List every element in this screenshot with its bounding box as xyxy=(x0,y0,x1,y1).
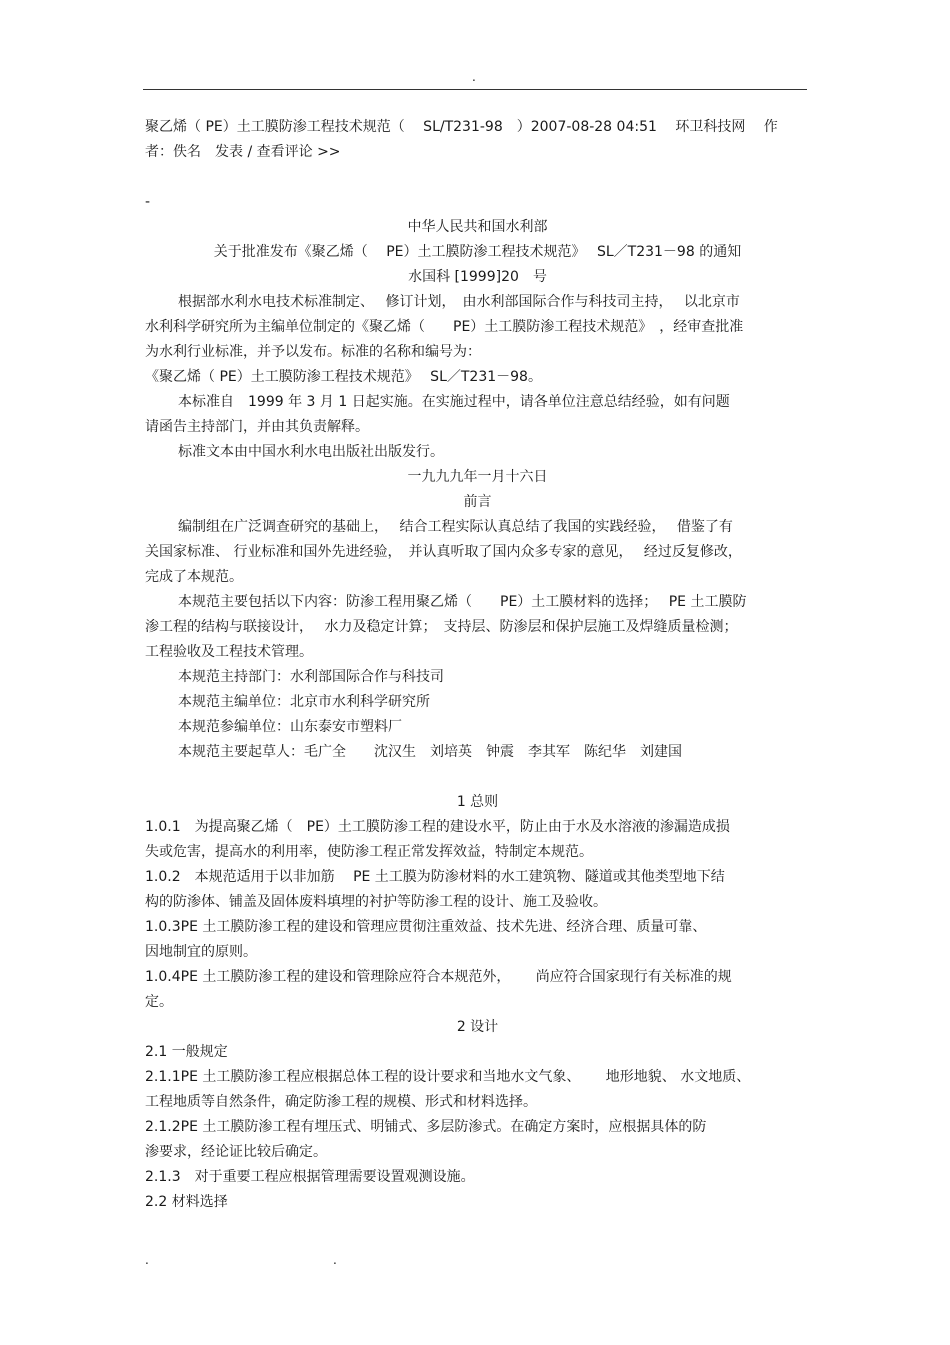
preface-paragraph-line: 关国家标准、 行业标准和国外先进经验， 并认真听取了国内众多专家的意见， 经过反复修改， xyxy=(145,544,742,560)
notice-title: 关于批准发布《聚乙烯（ PE）土工膜防渗工程技术规范》 SL／T231－98 的通知 xyxy=(213,244,742,260)
article-title-line-2: 者：佚名 发表 / 查看评论 >> xyxy=(145,144,341,160)
chapter-2-line: 渗要求，经论证比较后确定。 xyxy=(145,1144,327,1160)
preface-paragraph-line: 工程验收及工程技术管理。 xyxy=(145,644,313,660)
chapter-2-line: 2.2 材料选择 xyxy=(145,1194,228,1210)
notice-paragraph-line: 《聚乙烯（ PE）土工膜防渗工程技术规范》 SL／T231－98。 xyxy=(145,369,542,385)
notice-paragraph-line: 为水利行业标准，并予以发布。标准的名称和编号为： xyxy=(145,344,481,360)
preface-org-co: 本规范参编单位：山东泰安市塑料厂 xyxy=(178,719,402,735)
notice-paragraph-line: 水利科学研究所为主编单位制定的《聚乙烯（ PE）土工膜防渗工程技术规范》 ，经审查批准 xyxy=(145,319,744,335)
chapter-2-line: 工程地质等自然条件，确定防渗工程的规模、形式和材料选择。 xyxy=(145,1094,537,1110)
preface-org-chief: 本规范主编单位：北京市水利科学研究所 xyxy=(178,694,430,710)
article-title-line-1: 聚乙烯（ PE）土工膜防渗工程技术规范（ SL/T231-98 ）2007-08-28 04:51 环卫科技网 作 xyxy=(145,119,778,135)
notice-org: 中华人民共和国水利部 xyxy=(407,219,548,235)
notice-date: 一九九九年一月十六日 xyxy=(407,469,548,485)
notice-paragraph-line: 本标准自 1999 年 3 月 1 日起实施。在实施过程中，请各单位注意总结经验，如有问题 xyxy=(178,394,730,410)
chapter-1-line: 1.0.4PE 土工膜防渗工程的建设和管理除应符合本规范外， 尚应符合国家现行有关标准的规 xyxy=(145,969,732,985)
footer-dot-left: . xyxy=(145,1253,149,1267)
footer-dot-right: . xyxy=(333,1253,337,1267)
header-rule xyxy=(143,89,807,90)
chapter-1-title: 1 总则 xyxy=(456,794,499,810)
chapter-1-line: 定。 xyxy=(145,994,173,1010)
chapter-2-title: 2 设计 xyxy=(456,1019,499,1035)
chapter-1-line: 1.0.1 为提高聚乙烯（ PE）土工膜防渗工程的建设水平，防止由于水及水溶液的渗漏造成损 xyxy=(145,819,730,835)
notice-paragraph-line: 标准文本由中国水利水电出版社出版发行。 xyxy=(178,444,444,460)
chapter-1-line: 1.0.2 本规范适用于以非加筋 PE 土工膜为防渗材料的水工建筑物、隧道或其他类型地下结 xyxy=(145,869,725,885)
preface-drafters: 本规范主要起草人：毛广全 沈汉生 刘培英 钟震 李其军 陈纪华 刘建国 xyxy=(178,744,682,760)
chapter-1-line: 因地制宜的原则。 xyxy=(145,944,257,960)
chapter-2-line: 2.1.3 对于重要工程应根据管理需要设置观测设施。 xyxy=(145,1169,475,1185)
chapter-1-line: 构的防渗体、铺盖及固体废料填埋的衬护等防渗工程的设计、施工及验收。 xyxy=(145,894,607,910)
notice-number: 水国科 [1999]20 号 xyxy=(408,269,547,285)
preface-org-host: 本规范主持部门：水利部国际合作与科技司 xyxy=(178,669,444,685)
notice-paragraph-line: 请函告主持部门，并由其负责解释。 xyxy=(145,419,369,435)
preface-paragraph-line: 渗工程的结构与联接设计， 水力及稳定计算； 支持层、防渗层和保护层施工及焊缝质量检测； xyxy=(145,619,738,635)
article-dash: - xyxy=(145,194,151,210)
preface-paragraph-line: 本规范主要包括以下内容：防渗工程用聚乙烯（ PE）土工膜材料的选择； PE 土工膜防 xyxy=(178,594,747,610)
preface-paragraph-line: 完成了本规范。 xyxy=(145,569,243,585)
chapter-2-line: 2.1 一般规定 xyxy=(145,1044,228,1060)
header-dot: . xyxy=(472,70,476,84)
preface-title: 前言 xyxy=(463,494,492,510)
preface-paragraph-line: 编制组在广泛调查研究的基础上， 结合工程实际认真总结了我国的实践经验， 借鉴了有 xyxy=(178,519,733,535)
chapter-2-line: 2.1.1PE 土工膜防渗工程应根据总体工程的设计要求和当地水文气象、 地形地貌、 水文地质、 xyxy=(145,1069,751,1085)
notice-paragraph-line: 根据部水利水电技术标准制定、 修订计划， 由水利部国际合作与科技司主持， 以北京市 xyxy=(178,294,740,310)
document-body xyxy=(145,115,810,1215)
chapter-2-line: 2.1.2PE 土工膜防渗工程有埋压式、明铺式、多层防渗式。在确定方案时，应根据具体的防 xyxy=(145,1119,707,1135)
chapter-1-line: 1.0.3PE 土工膜防渗工程的建设和管理应贯彻注重效益、技术先进、经济合理、质量可靠、 xyxy=(145,919,707,935)
chapter-1-line: 失或危害，提高水的利用率，使防渗工程正常发挥效益，特制定本规范。 xyxy=(145,844,593,860)
